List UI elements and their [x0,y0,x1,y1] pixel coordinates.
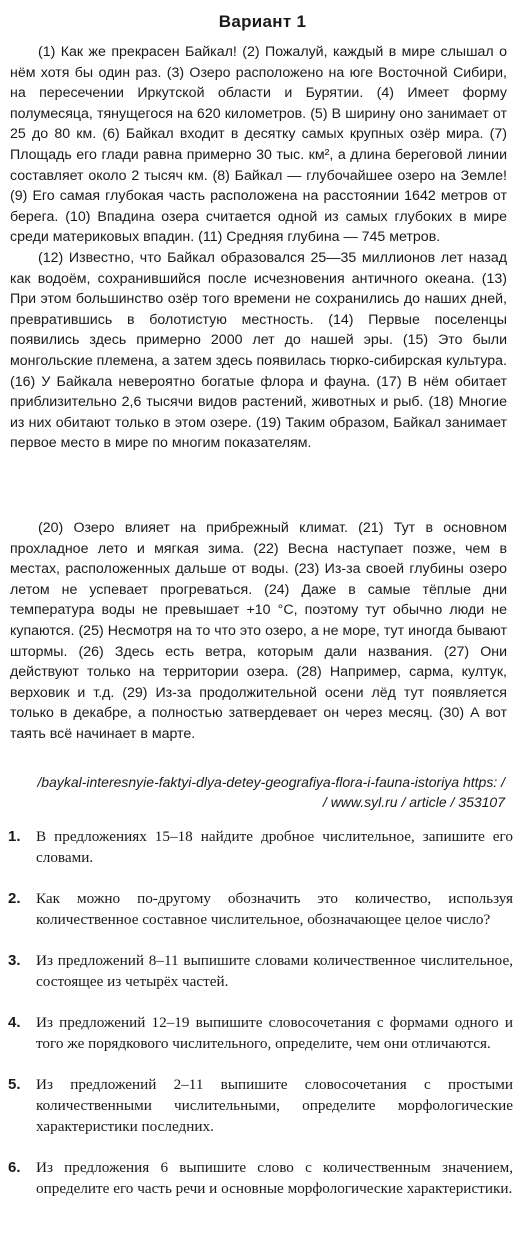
task-text: Как можно по-другому обозначить это количество, используя количественное составное числительное, обозначающее целое число? [36,890,513,928]
source-citation: /baykal-interesnyie-faktyi-dlya-detey-geografiya-flora-i-fauna-istoriya https: / / www.syl.ru / article / 353107 [37,774,505,810]
task-number: 4. [8,1014,21,1031]
task-number: 1. [8,828,21,845]
task-item [8,1074,513,1137]
task-item [8,1157,513,1199]
task-item [8,950,513,992]
task-list [8,826,513,1219]
paragraph: (1) Как же прекрасен Байкал! (2) Пожалуй, каждый в мире слышал о нём хотя бы один раз. (3) Озеро расположено на юге Восточной Сибири, на пересечении Иркутской области и Бурятии. (4) Имеет форму полумесяца, тянущегося на 620 километров. (5) В ширину оно занимает от 25 до 80 км. (6) Байкал входит в десятку самых крупных озёр мира. (7) Площадь его глади равна примерно 30 тыс. км², а длина береговой линии составляет около 2 тысяч км. (8) Байкал — глубочайшее озеро на Земле! (9) Его самая глубокая часть расположена на расстоянии 1642 метров от берега. (10) Впадина озера считается одной из самых глубоких в мире среди материковых впадин. (11) Средняя глубина — 745 метров. [10,44,507,246]
paragraph: (12) Известно, что Байкал образовался 25—35 миллионов лет назад как водоём, сохранившийся после исчезновения античного океана. (13) При этом большинство озёр того времени не сохранились до наших дней, превратившись в болотистую местность. (14) Первые поселенцы появились здесь примерно 2000 лет до нашей эры. (15) Это были монгольские племена, а затем здесь появилась тюрко-сибирская культура. (16) У Байкала невероятно богатые флора и фауна. (17) В нём обитает приблизительно 2,6 тысячи видов растений, животных и рыб. (18) Многие из них обитают только в этом озере. (19) Таким образом, Байкал занимает первое место в мире по многим показателям. [10,249,507,452]
paragraph: (20) Озеро влияет на прибрежный климат. (21) Тут в основном прохладное лето и мягкая зима. (22) Весна наступает позже, чем в местах, расположенных дальше от воды. (23) Из-за своей глубины озеро летом не успевает прогреваться. (24) Даже в самые тёплые дни температура воды не превышает +10 °С, поэтому тут обычно люди не купаются. (25) Несмотря на то что это озеро, а не море, тут иногда бывают штормы. (26) Здесь есть ветра, которым дали названия. (27) Они действуют только на территории озера. (28) Например, сарма, култук, верховик и т.д. (29) Из-за продолжительной осени лёд тут появляется только в декабре, а полностью затвердевает он через месяц. (30) А вот таять всё начинает в марте. [10,520,507,742]
variant-title: Вариант 1 [218,12,307,31]
task-text: Из предложений 12–19 выпишите словосочетания с формами одного и того же порядкового числительного, определите, чем они отличаются. [36,1014,513,1052]
task-item [8,826,513,868]
task-text: Из предложений 2–11 выпишите словосочетания с простыми количественными числительными, определите морфологические характеристики последних. [36,1076,513,1135]
task-number: 6. [8,1159,21,1176]
task-text: Из предложения 6 выпишите слово с количественным значением, определите его часть речи и основные морфологические характеристики. [36,1159,513,1197]
task-number: 2. [8,890,21,907]
text-block-1 [10,42,507,454]
task-item [8,888,513,930]
task-text: В предложениях 15–18 найдите дробное числительное, запишите его словами. [36,828,513,866]
task-number: 3. [8,952,21,969]
task-number: 5. [8,1076,21,1093]
task-item [8,1012,513,1054]
task-text: Из предложений 8–11 выпишите словами количественное числительное, состоящее из четырёх частей. [36,952,513,990]
text-block-2 [10,518,507,745]
